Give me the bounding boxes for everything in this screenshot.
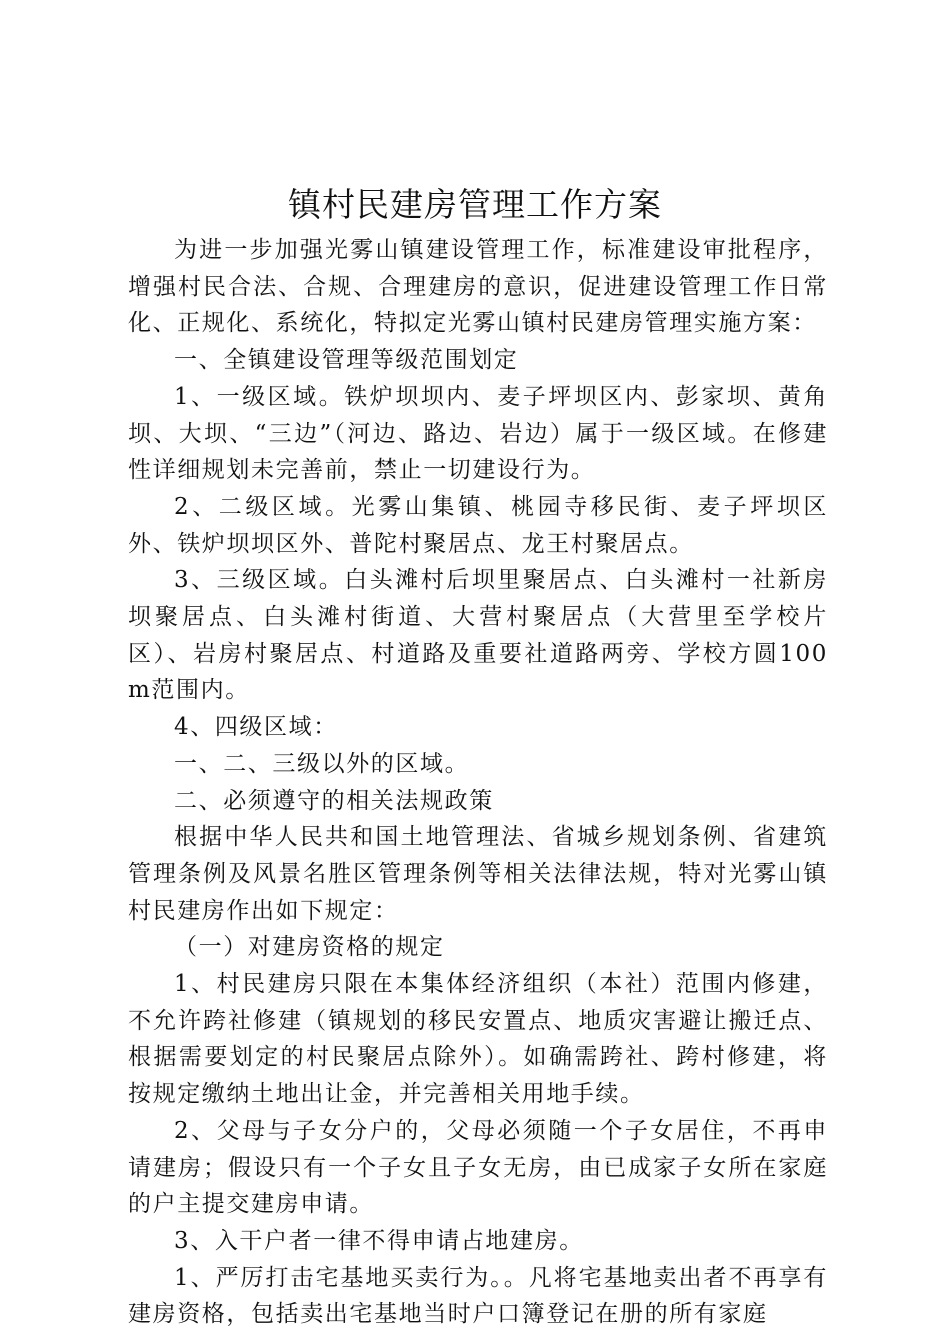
rule-1-paragraph: 1、村民建房只限在本集体经济组织（本社）范围内修建，不允许跨社修建（镇规划的移民安置点、地质灾害避让搬迁点、根据需要划定的村民聚居点除外）。如确需跨社、跨村修建，将按规定缴纳土地出让金，并完善相关用地手续。 <box>128 971 828 1108</box>
zone-level-4-heading: 4、四级区域： <box>174 714 338 741</box>
rule-4-paragraph: 1、严厉打击宅基地买卖行为。。凡将宅基地卖出者不再享有建房资格，包括卖出宅基地当时户口簿登记在册的所有家庭 <box>128 1264 828 1328</box>
intro-paragraph: 为进一步加强光雾山镇建设管理工作，标准建设审批程序，增强村民合法、合规、合理建房的意识，促进建设管理工作日常化、正规化、系统化，特拟定光雾山镇村民建房管理实施方案： <box>128 237 828 337</box>
zone-level-2-paragraph: 2、二级区域。光雾山集镇、桃园寺移民街、麦子坪坝区外、铁炉坝坝区外、普陀村聚居点、龙王村聚居点。 <box>128 493 828 557</box>
zone-level-4-paragraph: 一、二、三级以外的区域。 <box>174 750 470 777</box>
rule-2-paragraph: 2、父母与子女分户的，父母必须随一个子女居住，不再申请建房；假设只有一个子女且子女无房，由已成家子女所在家庭的户主提交建房申请。 <box>128 1117 828 1218</box>
subsection-heading-1: （一）对建房资格的规定 <box>174 934 445 961</box>
zone-level-3-paragraph: 3、三级区域。白头滩村后坝里聚居点、白头滩村一社新房坝聚居点、白头滩村街道、大营村聚居点（大营里至学校片区）、岩房村聚居点、村道路及重要社道路两旁、学校方圆100m范围内。 <box>128 567 828 704</box>
document-title: 镇村民建房管理工作方案 <box>288 185 662 224</box>
rule-3-paragraph: 3、入干户者一律不得申请占地建房。 <box>174 1227 584 1254</box>
section-heading-1: 一、全镇建设管理等级范围划定 <box>174 347 519 374</box>
zone-level-1-paragraph: 1、一级区域。铁炉坝坝内、麦子坪坝区内、彭家坝、黄角坝、大坝、“三边”（河边、路边、岩边）属于一级区域。在修建性详细规划未完善前，禁止一切建设行为。 <box>128 383 828 484</box>
section-heading-2: 二、必须遵守的相关法规政策 <box>174 787 494 814</box>
regulations-paragraph: 根据中华人民共和国土地管理法、省城乡规划条例、省建筑管理条例及风景名胜区管理条例等相关法律法规，特对光雾山镇村民建房作出如下规定： <box>128 824 828 924</box>
document-body <box>128 232 828 1333</box>
